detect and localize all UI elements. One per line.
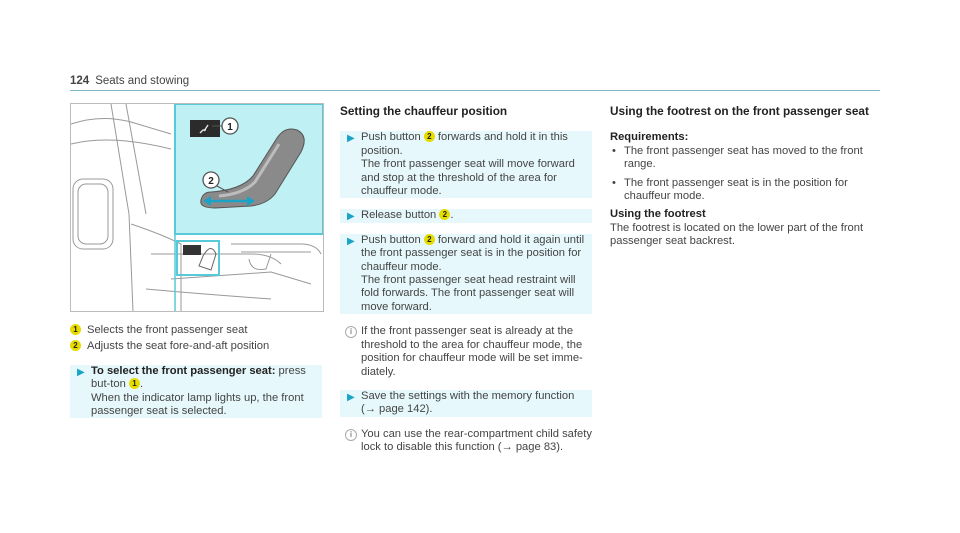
door-panel-drawing <box>71 104 323 311</box>
step-text: Push button <box>361 233 424 246</box>
step-text: . <box>139 378 144 391</box>
step-text: Push button <box>361 131 424 144</box>
legend-item <box>70 340 322 353</box>
legend-text: Selects the front passenger seat <box>87 324 248 336</box>
requirements-heading: Requirements: <box>610 131 689 144</box>
list-item <box>610 177 872 204</box>
bullet-icon: • <box>612 144 616 157</box>
triangle-arrow-icon: ▶ <box>347 391 355 403</box>
callout-badge: 2 <box>70 340 81 351</box>
legend-item <box>70 324 322 337</box>
requirements-list <box>610 145 872 204</box>
header-divider <box>70 90 880 91</box>
svg-text:1: 1 <box>227 122 233 133</box>
note-text: You can use the rear-compartment child safety lock to disable this function (→ page 83). <box>361 427 592 454</box>
seat-control-illustration <box>70 103 324 312</box>
chauffeur-section <box>340 105 592 466</box>
info-icon: i <box>345 429 357 441</box>
subsection-text: The footrest is located on the lower part of the front passenger seat backrest. <box>610 221 864 248</box>
step-text: forwards and hold it in this position. <box>361 131 568 157</box>
info-note <box>340 325 592 379</box>
figure-legend <box>70 324 322 418</box>
callout-badge: 1 <box>129 378 140 389</box>
section-title: Seats and stowing <box>95 75 190 87</box>
select-seat-step <box>70 365 322 419</box>
step-text: press but-ton <box>91 364 306 391</box>
note-text: If the front passenger seat is already at the threshold to the area for chauffeur mode, the position for chauffeur mode will be set imme-diately. <box>361 325 583 378</box>
list-text: The front passenger seat has moved to the front range. <box>624 144 863 171</box>
step-text: The front passenger seat will move forward and stop at the threshold of the area for chauffeur mode. <box>361 158 575 198</box>
info-icon: i <box>345 326 357 338</box>
list-item <box>610 145 872 172</box>
svg-text:2: 2 <box>208 176 214 187</box>
triangle-arrow-icon: ▶ <box>77 366 85 378</box>
instruction-step <box>340 131 592 198</box>
instruction-step <box>340 234 592 314</box>
step-heading: To select the front passenger seat: <box>91 364 276 377</box>
section-heading: Using the footrest on the front passenger seat <box>610 104 869 118</box>
list-text: The front passenger seat is in the position for chauffeur mode. <box>624 176 848 203</box>
callout-badge: 2 <box>424 131 435 142</box>
step-text: When the indicator lamp lights up, the front passenger seat is selected. <box>91 391 304 418</box>
step-text: The front passenger seat head restraint will fold forwards. The front passenger seat will move forward. <box>361 274 576 313</box>
instruction-step <box>340 390 592 417</box>
bullet-icon: • <box>612 176 616 189</box>
legend-text: Adjusts the seat fore-and-aft position <box>87 340 270 353</box>
step-text: Save the settings with the memory function (→ page 142). <box>361 389 575 416</box>
step-text: forward and hold it again until the front passenger seat is in the position for chauffeur mode. <box>361 233 585 273</box>
step-text: . <box>450 209 454 222</box>
triangle-arrow-icon: ▶ <box>347 235 355 247</box>
instruction-step <box>340 209 592 222</box>
page-header <box>70 75 189 87</box>
step-text: Release button <box>361 209 440 222</box>
subsection-heading: Using the footrest <box>610 208 706 221</box>
triangle-arrow-icon: ▶ <box>347 133 355 145</box>
page-number: 124 <box>70 75 90 87</box>
info-note <box>340 428 592 455</box>
callout-badge: 1 <box>70 324 81 335</box>
callout-badge: 2 <box>439 209 450 220</box>
callout-badge: 2 <box>424 234 435 245</box>
footrest-section <box>610 105 872 249</box>
section-heading: Setting the chauffeur position <box>340 104 508 118</box>
triangle-arrow-icon: ▶ <box>347 211 355 223</box>
